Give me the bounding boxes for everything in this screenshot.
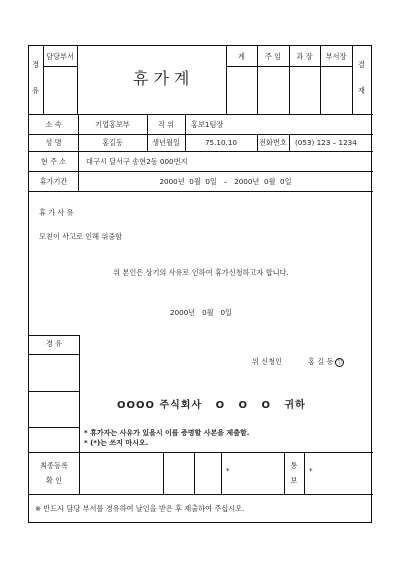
approval-manager: 과 장: [296, 52, 313, 61]
phone-label: 전화번호: [259, 138, 287, 147]
divider: [29, 134, 373, 135]
birth-value: 75.10.10: [204, 138, 237, 147]
side-label-top: 경: [32, 60, 39, 69]
divider: [221, 452, 222, 494]
company-addressee: OOOO 주식회사 O O O 귀하: [117, 400, 306, 411]
divider: [352, 46, 353, 114]
approval-staff: 계: [238, 52, 245, 61]
leave-request-form: [28, 45, 372, 523]
applicant-name: [308, 357, 344, 367]
side-route-label: 경 유: [45, 339, 63, 348]
birth-label: 생년월일: [152, 138, 180, 147]
seal-mark: 인: [335, 358, 344, 367]
divider: [226, 66, 352, 67]
divider: [29, 427, 79, 428]
name-label: 성 명: [45, 138, 62, 147]
phone-value: (053) 123 – 1234: [295, 138, 357, 147]
final-check-label-2: 확 인: [45, 476, 63, 485]
approval-side-bottom: 재: [358, 86, 365, 95]
reason-label: 휴 가 사 유: [39, 208, 74, 217]
divider: [29, 354, 79, 355]
address-label: 현 주 소: [40, 157, 67, 166]
name-value: 홍길동: [102, 138, 123, 147]
bottom-notice: ※ 반드시 담당 부서를 경유하여 날인을 받은 후 제출하여 주십시오.: [35, 504, 245, 513]
divider: [77, 46, 78, 114]
divider: [79, 452, 80, 494]
notify-label-1: 통: [290, 461, 298, 470]
approval-side-top: 결: [358, 60, 365, 69]
divider: [163, 452, 164, 494]
divider: [289, 134, 290, 151]
divider: [29, 151, 373, 152]
divider: [29, 114, 373, 115]
date-text: 2000년 0월 0일: [170, 308, 232, 317]
affiliation-label: 소 속: [45, 120, 62, 129]
period-value: 2000년 0월 0일 – 2000년 0월 0일: [159, 177, 292, 186]
divider: [29, 171, 373, 172]
period-label: 휴가기간: [39, 177, 68, 186]
approval-supervisor: 주 임: [264, 52, 282, 61]
divider: [29, 335, 79, 336]
position-label: 직 위: [157, 120, 175, 129]
applicant-label: 위 신청인: [252, 357, 283, 366]
address-value: 대구시 달서구 송현2동 000번지: [86, 157, 188, 166]
approval-head: 부서장: [325, 52, 347, 61]
note-star: * (*)는 쓰지 마시오.: [84, 439, 149, 447]
divider: [304, 452, 305, 494]
request-text: 위 본인은 상기의 사유로 인하여 휴가신청하고자 합니다.: [113, 268, 289, 277]
final-check-label-1: 최종등록: [40, 461, 68, 470]
divider: [29, 494, 373, 495]
form-title: 휴가계: [133, 69, 195, 88]
applicant-name-text: 홍 길 동: [308, 357, 334, 366]
affiliation-value: 기업홍보부: [95, 120, 130, 129]
divider: [29, 391, 79, 392]
divider: [194, 452, 195, 494]
note-proof: * 휴가자는 사유가 있을시 이를 증명할 사본을 제출함.: [84, 429, 250, 437]
side-label-bottom: 유: [32, 86, 39, 95]
divider: [29, 452, 373, 453]
divider: [284, 452, 285, 494]
reason-text: 모친이 사고로 인해 위중함: [39, 232, 123, 241]
position-value: 홍보1팀장: [191, 120, 224, 129]
divider: [43, 66, 77, 67]
divider: [79, 335, 80, 452]
dept-label: 담당부서: [46, 52, 74, 61]
notify-label-2: 보: [290, 476, 298, 485]
star-mark-2: *: [309, 466, 313, 475]
divider: [29, 191, 373, 192]
star-mark-1: *: [226, 466, 230, 475]
